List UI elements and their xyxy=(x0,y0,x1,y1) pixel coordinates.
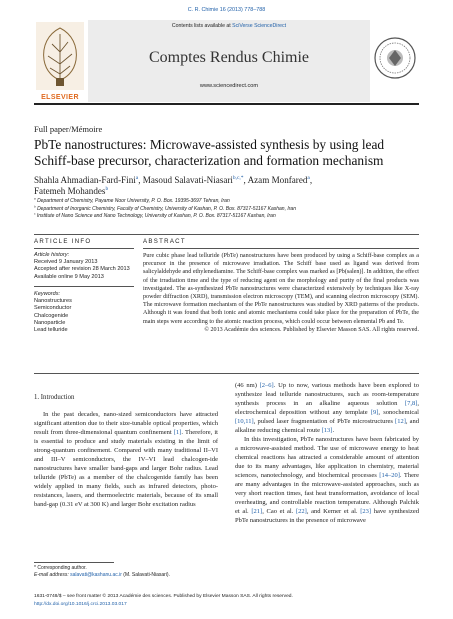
elsevier-wordmark: ELSEVIER xyxy=(41,94,79,101)
affiliation-rule xyxy=(34,234,419,235)
keyword: Nanostructures xyxy=(34,298,72,305)
author-name: Azam Monfared xyxy=(247,175,308,185)
journal-title: Comptes Rendus Chimie xyxy=(149,49,309,66)
abstract-body: Pure cubic phase lead telluride (PbTe) nanostructures have been produced by using a Schiff-base complex as a precursor in the presence of microwave irradiation. The Schiff base used as ligand was derived from salicylaldehyde and ethylenediamine. The Schiff-base complex was marked as [Pb(salen)]. In addition, the effect of the irradiation time and the type of reducing agent on the morphology and purity of the final products was investigated. The as-synthesized PbTe nanostructures were characterized extensively by techniques like X-ray powder diffraction (XRD), transmission electron microscopy (TEM), and scanning electron microscopy (SEM). The microwave formation mechanism of the PbTe nanostructures was studied by XRD patterns of the products. Although it was found that both ionic and atomic mechanisms could take place for the preparation of PbTe, the main steps were according to the atomic reaction process, which could occur between elemental Pb and Te. © 2013 Académie des sciences. Published by Elsevier Masson SAS. All rights reserved. xyxy=(143,253,419,333)
article-info-rule xyxy=(34,248,134,249)
article-history xyxy=(34,252,139,281)
affiliation-item: $^b$ Department of Inorganic Chemistry, Faculty of Chemistry, University of Kashan, P. O. Box. 87317-51167 Kashan, Iran xyxy=(34,203,296,212)
footnote: * Corresponding author. E-mail address: salavati@kashanu.ac.ir (M. Salavati-Niasari). xyxy=(34,565,170,578)
affiliation-item: $^a$ Department of Chemistry, Payame Noor University, P. O. Box. 19395-3697 Tehran, Iran xyxy=(34,196,230,204)
intro-right-paragraph: In this investigation, PbTe nanostructures have been fabricated by a microwave-assisted method. The use of microwave energy to heat chemical reactions has attracted a considerable amount of attention due to its many advantages, like application in chemistry, material sciences, nanotechnology, and biochemical processes [14–20]. There are many advantages in the microwave-assisted approaches, such as very short reaction times, fast heat transformation, avoidance of local overheating, and controllable reaction temperature. Although Palchik et al. [21], Cao et al. [22], and Kerner et al. [23] have synthesized PbTe nanostructures in the presence of microwave xyxy=(235,436,419,524)
keywords-label: Keywords: xyxy=(34,291,61,297)
keywords xyxy=(34,291,139,334)
journal-reference[interactable]: C. R. Chimie 16 (2013) 778–788 xyxy=(187,7,266,13)
paper-title: PbTe nanostructures: Microwave-assisted synthesis by using lead Schiff-base precursor, characterization and formation mechanism xyxy=(34,137,385,168)
academie-seal xyxy=(372,22,418,100)
footnote-rule xyxy=(34,562,114,563)
keyword: Lead telluride xyxy=(34,327,68,334)
header-rule xyxy=(34,103,419,105)
abstract-heading: ABSTRACT xyxy=(143,238,186,245)
author-name: Masoud Salavati-Niasari xyxy=(142,175,233,185)
history-label: Article history: xyxy=(34,252,70,258)
keyword: Semiconductor xyxy=(34,305,72,312)
author-name: Fatemeh Mohandes xyxy=(34,186,106,196)
intro-heading: 1. Introduction xyxy=(34,394,75,401)
article-info-heading: ARTICLE INFO xyxy=(34,238,92,245)
contents-line: Contents lists available at SciVerse ScienceDirect xyxy=(171,23,287,29)
elsevier-logo xyxy=(34,20,86,102)
keywords-rule xyxy=(34,286,134,287)
article-type: Full paper/Mémoire xyxy=(34,124,103,134)
online-date: Available online 9 May 2013 xyxy=(34,273,104,280)
accepted-date: Accepted after revision 28 March 2013 xyxy=(34,266,130,273)
email-link[interactable]: salavati@kashanu.ac.ir xyxy=(70,572,122,578)
abstract-rule xyxy=(143,248,419,249)
copyright: © 2013 Académie des sciences. Published by Elsevier Masson SAS. All rights reserved. xyxy=(204,326,419,333)
keyword: Chalcogenide xyxy=(34,312,69,319)
abstract-end-rule xyxy=(34,373,419,374)
intro-right-column xyxy=(235,381,419,525)
intro-right-paragraph: (46 nm) [2–6]. Up to now, various methods have been explored to synthesize lead telluride nanostructures, such as room-temperature synthesis process in an alkaline aqueous solution [7,8], electrochemical deposition without any template [9], sonochemical [10,11], pulsed laser fragmentation of PbTe microstructures [12], and alkaline reducing chemical route [13]. xyxy=(235,382,420,434)
affiliation-item: $^c$ Institute of Nano Science and Nano Technology, University of Kashan, P. O. Box. 87317-51167 Kashan, Iran xyxy=(34,211,276,219)
front-matter-line: 1631-0748/$ – see front matter © 2013 Académie des sciences. Published by Elsevier Masson SAS. All rights reserved. xyxy=(34,594,293,599)
intro-left-paragraph: In the past decades, nano-sized semiconductors have attracted significant attention due to their size-tunable optical properties, which result from three-dimensional quantum confinement [1]. Therefore, it is essential to produce and study materials existing in the limit of strong-quantum confinement. Compared with many traditional II–VI and III–V semiconductors, the IV–VI lead chalcogen-ide nanostructures have smaller band-gaps and larger Bohr radius. Lead telluride (PbTe) as a member of the chalcogenide family has been widely applied in many fields, such as infrared detectors, photo-resistances, lasers, and thermoelectric materials, because of its small band-gap (0.31 eV at 300 K) and larger Bohr excitation radius xyxy=(34,411,218,508)
keyword: Nanoparticle xyxy=(34,319,66,326)
journal-url[interactable]: www.sciencedirect.com xyxy=(199,83,259,89)
received-date: Received 9 January 2013 xyxy=(34,259,98,266)
author-list: Shahla Ahmadian-Fard-Fini$^a$, Masoud Salavati-Niasari$^{b,c,*}$, Azam Monfared$^a$, Fatemeh Mohandes$^b$ xyxy=(34,174,313,196)
sciencedirect-link[interactable]: SciVerse ScienceDirect xyxy=(232,23,287,29)
author-name: Shahla Ahmadian-Fard-Fini xyxy=(34,175,136,185)
affiliations xyxy=(34,198,424,221)
doi-link[interactable]: http://dx.doi.org/10.1016/j.crci.2013.03.017 xyxy=(34,602,127,607)
